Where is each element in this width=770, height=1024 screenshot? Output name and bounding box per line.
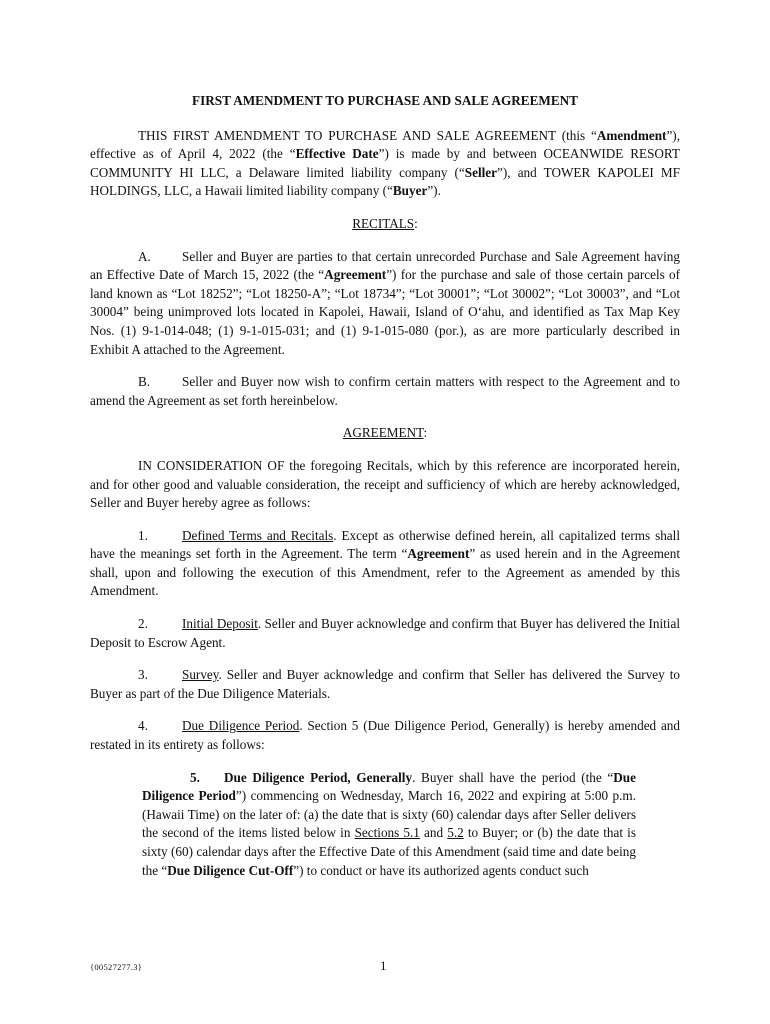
term-amendment: Amendment — [596, 127, 667, 143]
recital-b: B. Seller and Buyer now wish to confirm certain matters with respect to the Agreement and to amend the Agreement as set forth hereinbelow. — [90, 374, 680, 408]
consideration-paragraph: IN CONSIDERATION OF the foregoing Recitals, which by this reference are incorporated herein, and for other good and valuable consideration, the receipt and sufficiency of which are hereby acknowledged, Seller and Buyer hereby agree as follows: — [90, 457, 680, 511]
section-4-heading: Due Diligence Period — [182, 718, 300, 734]
term-seller: Seller — [464, 164, 498, 180]
recital-a: A. Seller and Buyer are parties to that certain unrecorded Purchase and Sale Agreement having an Effective Date of March 15, 2022 (the “Agreement”) for the purchase and sale of those certain parcels of land known as “Lot 18252”; “Lot 18250-A”; “Lot 18734”; “Lot 30001”; “Lot 30002”; “Lot 30003”, and “Lot 30004” being unimproved lots located in Kapolei, Hawaii, Island of O‘ahu, and identified as Tax Map Key Nos. (1) 9-1-014-048; (1) 9-1-015-031; and (1) 9-1-015-080 (por.), as are more particularly described in Exhibit A attached to the Agreement. — [90, 248, 680, 357]
section-4: 4. Due Diligence Period. Section 5 (Due Diligence Period, Generally) is hereby amended and restated in its entirety as follows: — [90, 718, 680, 753]
section-1: 1. Defined Terms and Recitals. Except as otherwise defined herein, all capitalized terms shall have the meanings set forth in the Agreement. The term “Agreement” as used herein and in the Agreement shall, upon and following the execution of this Amendment, refer to the Agreement as amended by this Amendment. — [90, 527, 680, 599]
section-3-heading: Survey — [182, 667, 219, 683]
section-5-2-reference: 5.2 — [447, 825, 464, 841]
document-body — [90, 92, 680, 894]
section-5-heading: Due Diligence Period, Generally — [224, 769, 413, 785]
term-effective-date: Effective Date — [295, 146, 379, 162]
section-5-block: 5. Due Diligence Period, Generally. Buyer shall have the period (the “Due Diligence Period”) commencing on Wednesday, March 16, 2022 and expiring at 5:00 p.m. (Hawaii Time) on the later of: (a) the date that is sixty (60) calendar days after Seller delivers the second of the items listed below in Sections 5.1 and 5.2 to Buyer; or (b) the date that is sixty (60) calendar days after the Effective Date of this Amendment (said time and date being the “Due Diligence Cut-Off”) to conduct or have its authorized agents conduct such — [142, 769, 636, 878]
section-3: 3. Survey. Seller and Buyer acknowledge and confirm that Seller has delivered the Survey to Buyer as part of the Due Diligence Materials. — [90, 667, 680, 701]
recitals-heading: RECITALS: — [352, 215, 418, 231]
footer-page-number: 1 — [380, 958, 387, 973]
section-2-heading: Initial Deposit — [182, 616, 258, 632]
intro-paragraph: THIS FIRST AMENDMENT TO PURCHASE AND SALE AGREEMENT (this “Amendment”), effective as of April 4, 2022 (the “Effective Date”) is made by and between OCEANWIDE RESORT COMMUNITY HI LLC, a Delaware limited liability company (“Seller”), and TOWER KAPOLEI MF HOLDINGS, LLC, a Hawaii limited liability company (“Buyer”). — [90, 127, 680, 199]
term-agreement: Agreement — [324, 267, 387, 283]
section-1-heading: Defined Terms and Recitals — [182, 527, 334, 543]
footer-document-id: {00527277.3} — [90, 962, 143, 972]
document-title: FIRST AMENDMENT TO PURCHASE AND SALE AGREEMENT — [192, 93, 578, 108]
section-5-1-reference: Sections 5.1 — [354, 825, 420, 841]
agreement-heading: AGREEMENT: — [342, 425, 428, 441]
section-2: 2. Initial Deposit. Seller and Buyer acknowledge and confirm that Buyer has delivered the Initial Deposit to Escrow Agent. — [90, 616, 680, 650]
term-buyer: Buyer — [392, 183, 428, 199]
